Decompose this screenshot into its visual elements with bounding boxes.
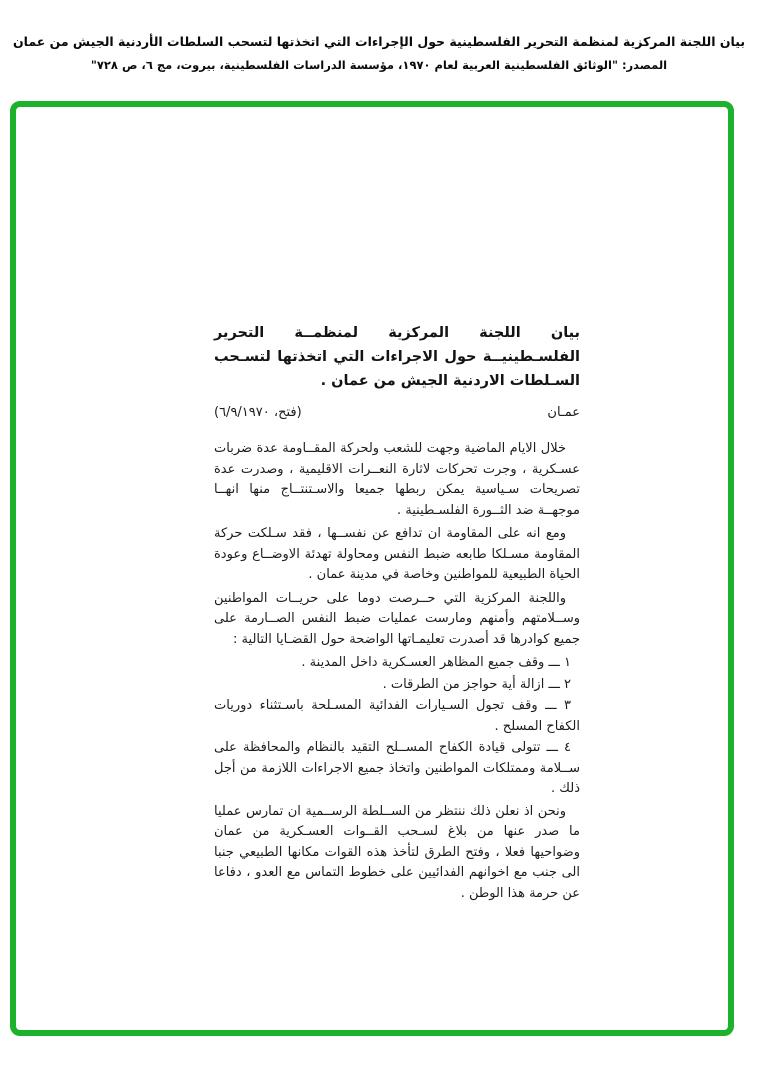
date-label: (فتح، ٦/٩/١٩٧٠): [214, 405, 302, 420]
list-item: ١ ـــ وقف جميع المظاهر العسـكرية داخل المدينة .: [301, 655, 571, 670]
document-body: [214, 321, 580, 904]
paragraph: واللجنة المركزية التي حــرصت دوما على حريــات المواطنين وســلامتهم وأمنهم ومارست عمليات ضبط النفس الصــارمة على جميع كوادرها قد أصدرت تعليمـاتها الواضحة حول القضـايا التالية :: [214, 590, 580, 647]
caption-source: المصدر: "الوثائق الفلسطينية العربية لعام ١٩٧٠، مؤسسة الدراسات الفلسطينية، بيروت، مج ٦، ص ٧٢٨": [90, 58, 668, 72]
place-label: عمـان: [547, 405, 580, 420]
document-dateline: [214, 403, 580, 423]
list-item: ٣ ـــ وقف تجول السـيارات الفدائية المسـلحة باسـتثناء دوريات الكفاح المسلح .: [214, 698, 580, 734]
document-title: بيان اللجنة المركزية لمنظمــة التحرير الفلسـطينيــة حول الاجراءات التي اتخذتها لتسـحب السـلطات الاردنية الجيش من عمان .: [214, 325, 580, 389]
list-item: ٢ ـــ ازالة أية حواجز من الطرقات .: [382, 676, 571, 692]
document-scan-frame: [10, 101, 734, 1036]
caption-title: بيان اللجنة المركزية لمنظمة التحرير الفلسطينية حول الإجراءات التي اتخذتها لتسحب السلطات الأردنية الجيش من عمان: [12, 34, 746, 49]
paragraph: ومع انه على المقاومة ان تدافع عن نفســها ، فقد سـلكت حركة المقاومة مسـلكا طابعه ضبط النفس ومحاولة تهدئة الاوضــاع وعودة الحياة الطبيعية للمواطنين وخاصة في مدينة عمان .: [214, 526, 580, 582]
page-caption: [0, 33, 758, 73]
paragraph: خلال الايام الماضية وجهت للشعب ولحركة المقــاومة عدة ضربات عسـكرية ، وجرت تحركات لاثارة النعــرات الاقليمية ، وصدرت عدة تصريحات سـياسية يمكن ربطها جميعا والاسـتنتــاج منها انهــا موجهــة ضد الثــورة الفلسـطينية .: [214, 441, 580, 518]
closing-paragraph: ونحن اذ نعلن ذلك ننتظر من الســلطة الرســمية ان تمارس عمليا ما صدر عنها من بلاغ لسـحب القــوات العسـكرية من عمان وضواحيها فعلا ، وفتح الطرق لتأخذ هذه القوات مكانها الطبيعي جنبا الى جنب مع اخوانهم الفدائيين على خطوط التماس مع العدو ، دفاعا عن حرمة هذا الوطن .: [214, 803, 580, 901]
list-item: ٤ ـــ تتولى قيادة الكفاح المســلح التقيد بالنظام والمحافظة على ســلامة وممتلكات المواطنين واتخاذ جميع الاجراءات اللازمة من أجل ذلك .: [214, 740, 580, 796]
